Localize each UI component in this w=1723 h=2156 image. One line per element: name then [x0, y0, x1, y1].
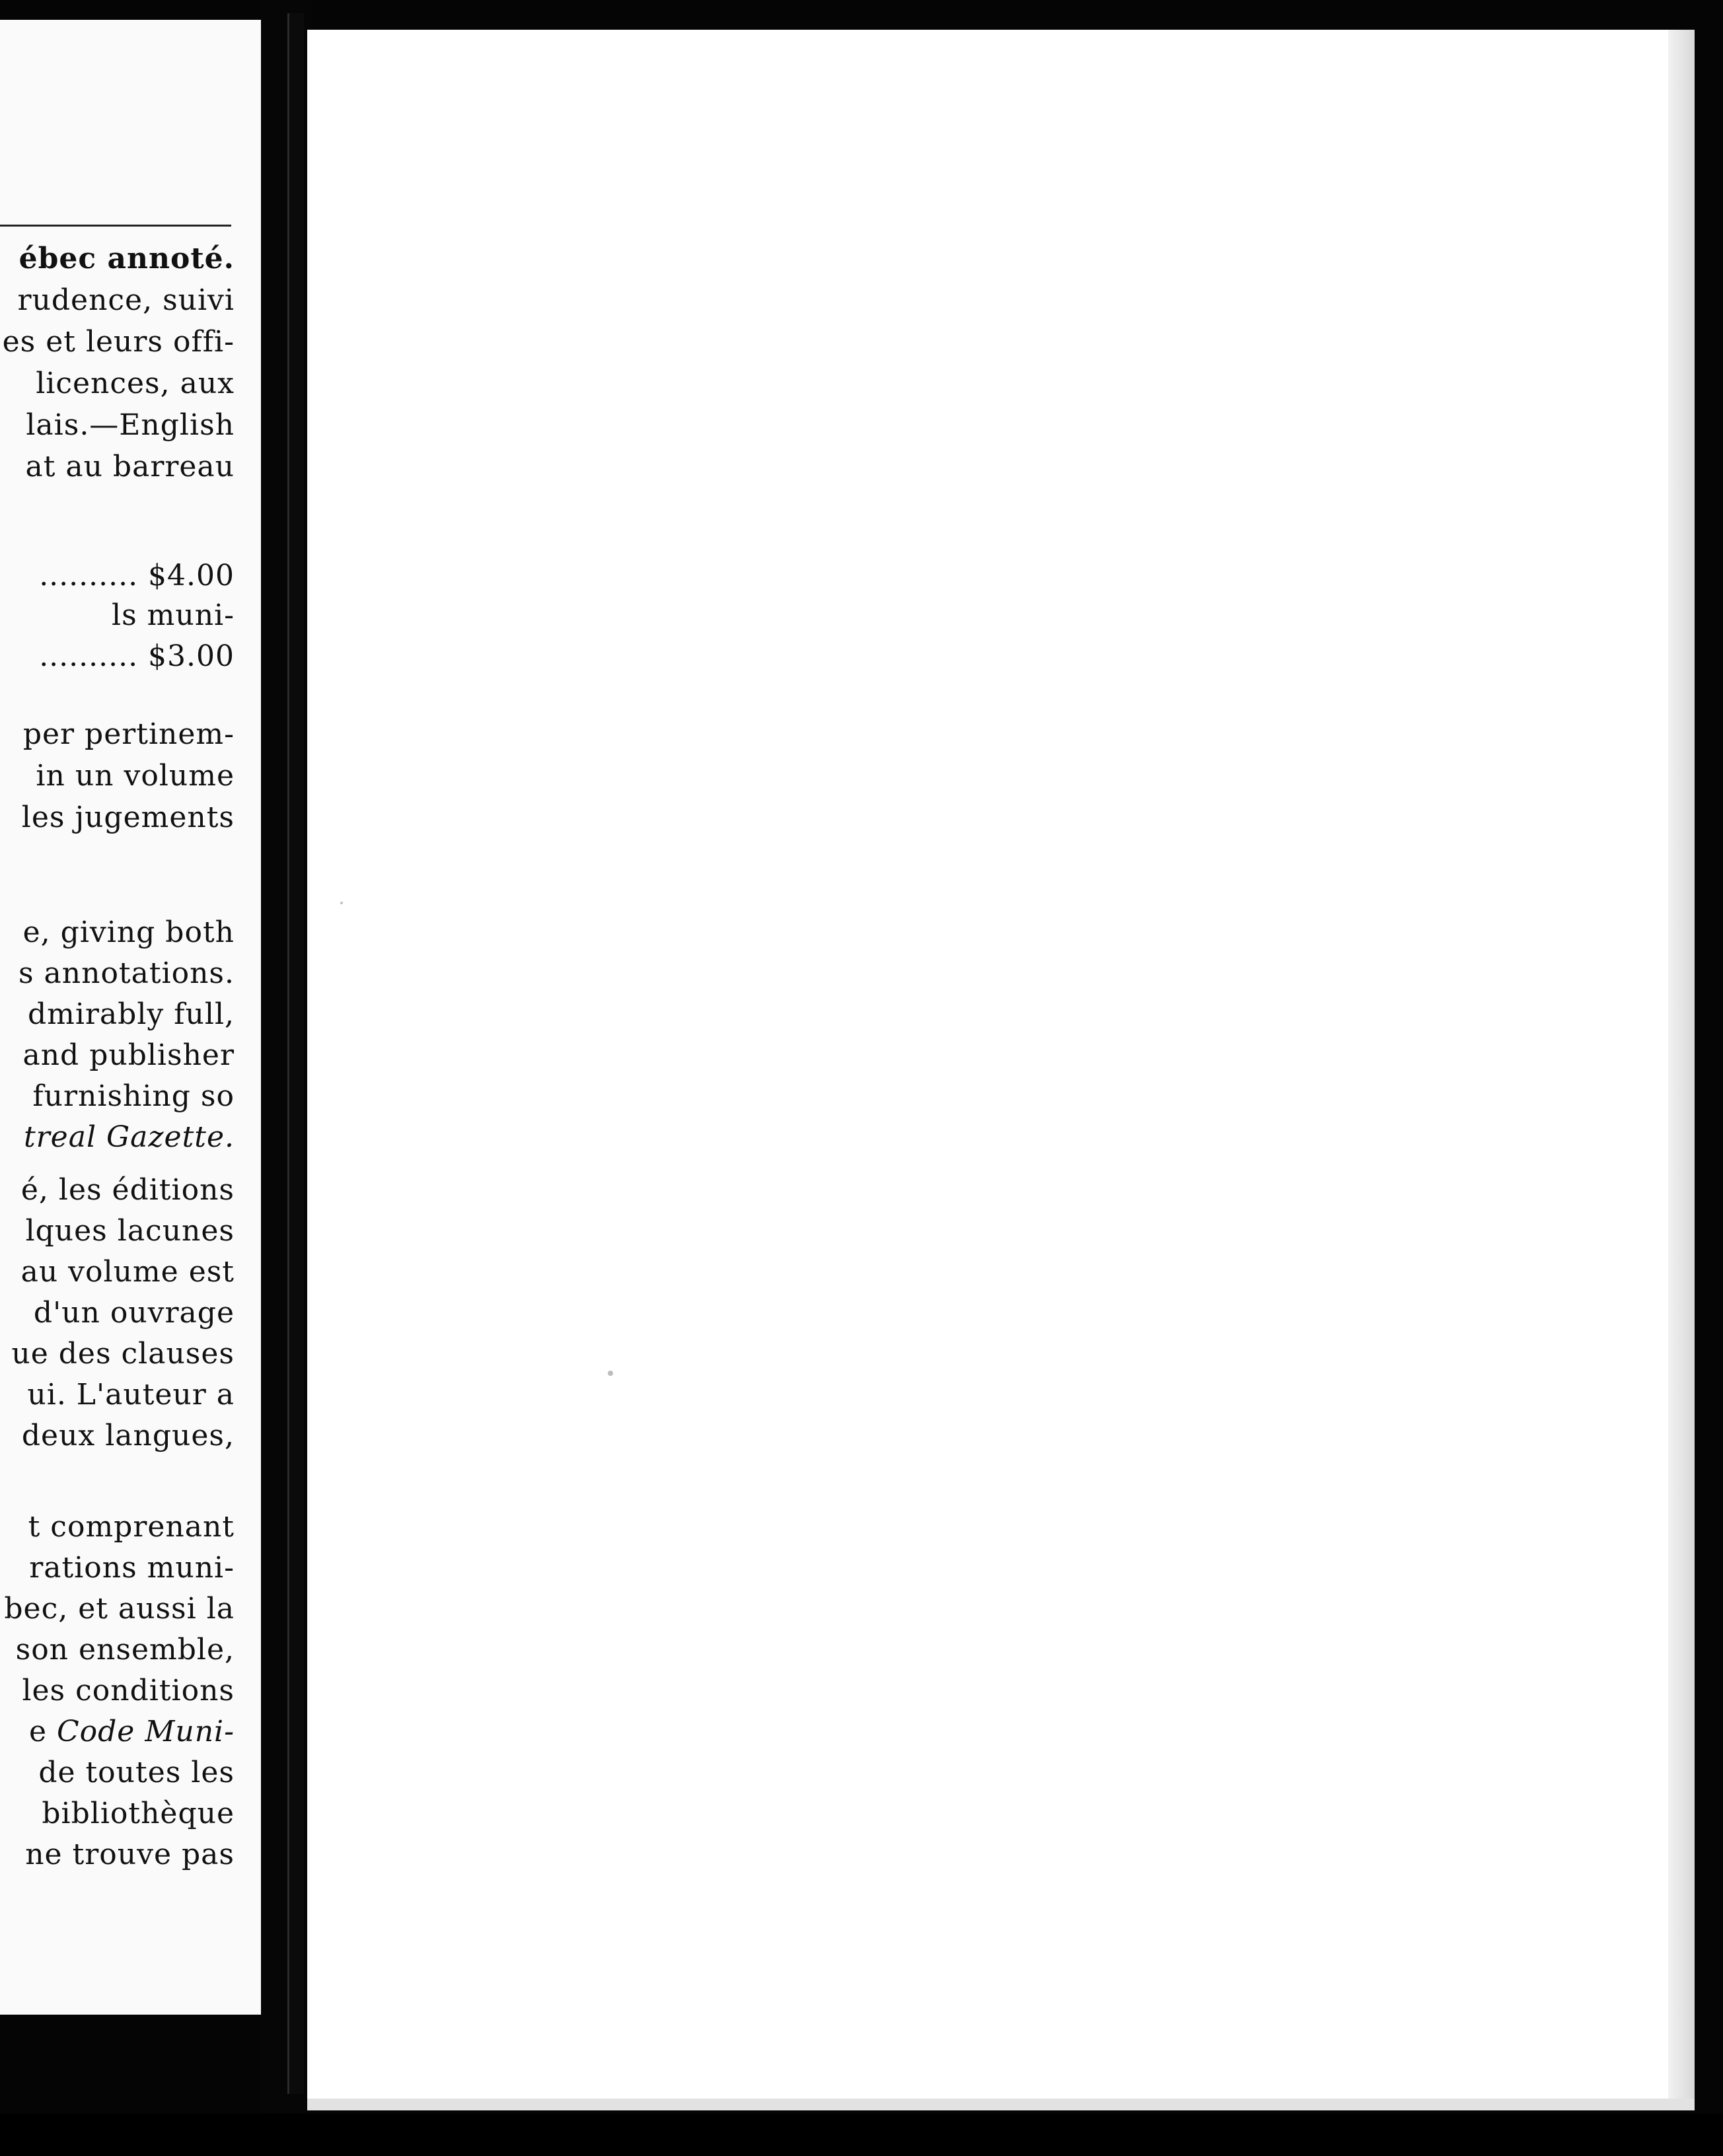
text-line [29, 1717, 235, 1746]
text-line: dmirably full, [27, 997, 235, 1031]
text-line: les jugements [21, 801, 235, 834]
italic-text-span: Code Muni- [56, 1715, 235, 1748]
scan-bottom-edge [0, 2114, 1723, 2156]
text-line: les conditions [22, 1674, 235, 1707]
text-line: au volume est [20, 1255, 235, 1289]
text-line: and publisher [22, 1038, 235, 1072]
text-line: ébec annoté. [18, 242, 235, 275]
text-line: de toutes les [38, 1756, 235, 1789]
right-page-blank [307, 30, 1695, 2110]
text-line: in un volume [36, 759, 235, 793]
text-line: son ensemble, [15, 1633, 235, 1667]
text-line: per pertinem- [22, 717, 235, 751]
right-page-bottom-edge [307, 2099, 1695, 2110]
text-line: rations muni- [29, 1551, 235, 1585]
text-line: bec, et aussi la [4, 1592, 235, 1626]
text-line: es et leurs offi- [2, 325, 235, 359]
text-line: .......... $3.00 [39, 639, 235, 673]
book-spine [287, 13, 304, 2094]
text-line: ne trouve pas [25, 1838, 235, 1871]
book-gutter [261, 0, 311, 2156]
text-line: ui. L'auteur a [27, 1378, 235, 1412]
text-line: licences, aux [36, 367, 235, 400]
text-line: t comprenant [28, 1510, 235, 1544]
text-line: ue des clauses [11, 1337, 235, 1371]
paper-speck [340, 902, 343, 904]
text-line: ls muni- [112, 598, 235, 632]
text-line: rudence, suivi [17, 283, 235, 317]
text-line: lques lacunes [25, 1214, 235, 1248]
text-line: .......... $4.00 [39, 559, 235, 593]
left-page [0, 20, 261, 2015]
text-line: treal Gazette. [23, 1120, 235, 1154]
header-rule [0, 225, 231, 227]
text-line: e, giving both [22, 916, 235, 949]
right-page-edge [1668, 30, 1695, 2110]
text-line: lais.—English [26, 408, 235, 442]
paper-speck [608, 1371, 613, 1376]
text-line: furnishing so [32, 1079, 235, 1113]
text-line: deux langues, [21, 1419, 235, 1453]
text-line: bibliothèque [42, 1797, 235, 1830]
text-line: é, les éditions [20, 1173, 235, 1207]
text-line: d'un ouvrage [33, 1296, 235, 1330]
text-line: at au barreau [25, 450, 235, 484]
text-line: s annotations. [18, 956, 235, 990]
text-span: e [28, 1715, 47, 1748]
